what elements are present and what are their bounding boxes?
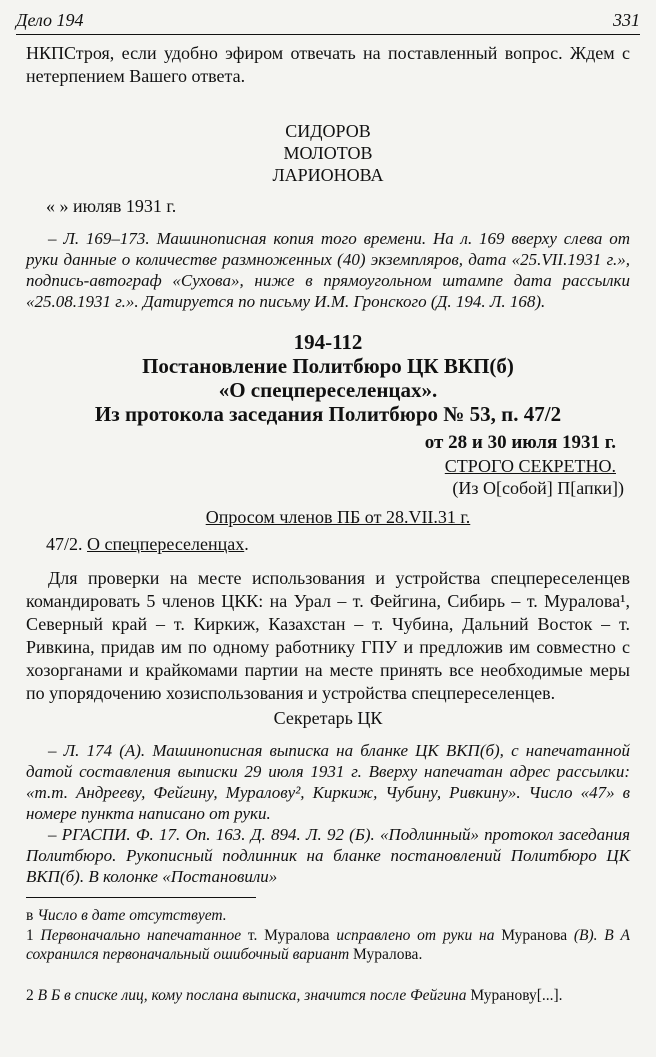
footnote-1-text-f: Муралова. <box>353 946 423 963</box>
footnote-divider <box>26 897 256 898</box>
intro-paragraph: НКПСтроя, если удобно эфиром отвечать на поставленный вопрос. Ждем с нетерпением Вашего ответа. <box>26 43 630 86</box>
signer-3: ЛАРИОНОВА <box>272 165 384 185</box>
footnote-1 <box>26 926 630 964</box>
footnote-1-text-c: исправлено от руки на <box>329 927 502 944</box>
document-date: от 28 и 30 июля 1931 г. <box>424 432 616 453</box>
footnote-a <box>26 906 630 925</box>
running-header <box>16 8 640 35</box>
footnote-2-text-b: Муранову[...]. <box>470 987 563 1004</box>
footnote-2-mark: 2 <box>26 987 38 1004</box>
document-title-line-1: Постановление Политбюро ЦК ВКП(б) <box>142 354 514 378</box>
archival-note-1: – Л. 169–173. Машинописная копия того времени. На л. 169 вверху слева от руки данные о количестве размноженных (40) экземпляров, дата «25.VII.1931 г.», подпись-автограф «Сухова», ниже в прямоугольном штампе дата рассылки «25.08.1931 г.». Датируется по письму И.М. Гронского (Д. 194. Л. 168). <box>26 229 630 311</box>
footnote-a-text: Число в дате отсутствует. <box>37 907 227 924</box>
signer-1: СИДОРОВ <box>285 121 371 141</box>
footnote-2 <box>26 986 630 1005</box>
footnote-2-text-a: В Б в списке лиц, кому послана выписка, значится после Фейгина <box>37 987 471 1004</box>
resolution-body: Для проверки на месте использования и устройства спецпереселенцев командировать 5 членов ЦКК: на Урал – т. Фейгина, Сибирь – т. Муралова¹, Северный край – т. Киркиж, Казахстан – т. Чубина, Дальний Восток – т. Ривкина, придав им по одному работнику ГПУ и предложив им совместно с хозорганами и крайкомами партии на месте принять все необходимые меры по упорядочению хозиспользования и устройства спецпереселенцев. <box>26 568 630 703</box>
page-number: 331 <box>613 10 640 30</box>
signer-2: МОЛОТОВ <box>283 143 373 163</box>
footnote-1-text-a: Первоначально напечатанное <box>40 927 248 944</box>
document-title-line-2: «О спецпереселенцах». <box>218 378 438 402</box>
item-heading <box>46 533 630 556</box>
letter-date: « » июляв 1931 г. <box>46 196 177 216</box>
document-number: 194-112 <box>293 330 363 354</box>
item-number: 47/2. <box>46 534 88 554</box>
secretary-signature: Секретарь ЦК <box>273 708 383 728</box>
footnote-1-text-d: Муранова <box>501 927 568 944</box>
footnote-1-mark: 1 <box>26 927 41 944</box>
header-case-title: Дело 194 <box>16 10 84 30</box>
secrecy-folder-note: (Из О[собой] П[апки]) <box>452 478 624 498</box>
secrecy-stamp: СТРОГО СЕКРЕТНО. <box>444 456 616 476</box>
footnote-1-text-e: (В). В А сохранился первоначальный ошибочный вариант <box>26 927 630 963</box>
item-title: О спецпереселенцах <box>87 534 245 554</box>
footnote-a-mark: в <box>26 907 38 924</box>
item-title-end: . <box>244 534 249 554</box>
footnote-1-text-b: т. Муралова <box>247 927 330 944</box>
document-title-line-3: Из протокола заседания Политбюро № 53, п. 47/2 <box>94 402 562 426</box>
archival-note-2: – Л. 174 (А). Машинописная выписка на бланке ЦК ВКП(б), с напечатанной датой составления выписки 29 июля 1931 г. Вверху напечатан адрес рассылки: «т.т. Андрееву, Фейгину, Муралову², Киркиж, Чубину, Ривкину». Число «47» в номере пункта написано от руки. <box>26 741 630 823</box>
archival-note-3: – РГАСПИ. Ф. 17. Оп. 163. Д. 894. Л. 92 (Б). «Подлинный» протокол заседания Политбюро. Рукописный подлинник на бланке постановлений Политбюро ЦК ВКП(б). В колонке «Постановили» <box>26 825 630 886</box>
poll-line: Опросом членов ПБ от 28.VII.31 г. <box>205 507 471 527</box>
